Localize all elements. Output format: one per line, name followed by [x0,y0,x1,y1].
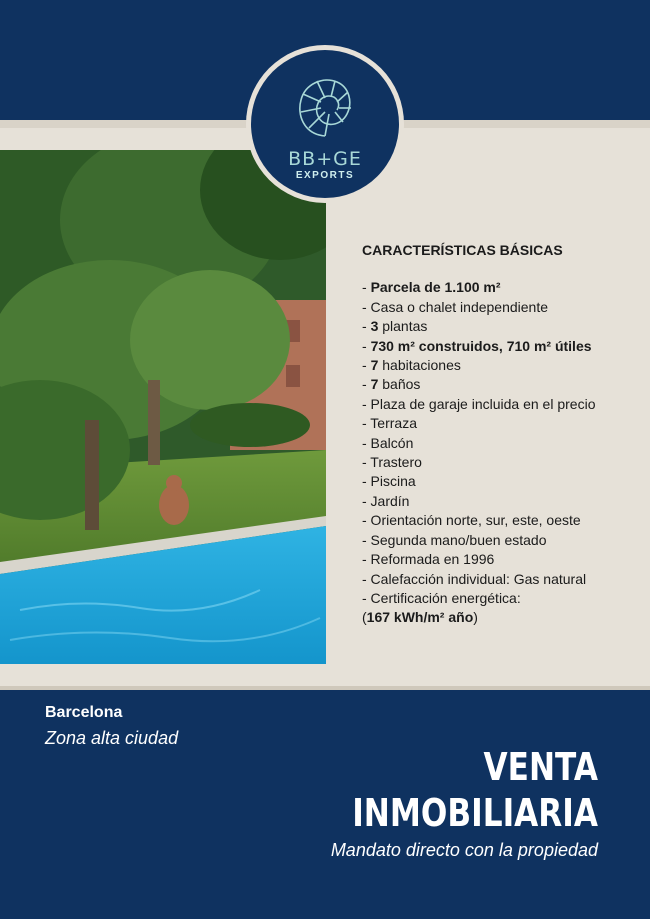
feature-item-pre: - [362,376,371,393]
feature-item [362,453,642,472]
feature-item-pre: ( [362,609,367,626]
feature-item-post: baños [378,376,421,393]
location-zone: Zona alta ciudad [45,728,179,748]
panel-bottom-divider [0,686,650,690]
feature-item-post: habitaciones [378,357,461,374]
feature-item-bold: 3 [370,318,379,335]
headline-line-1: VENTA [483,745,598,789]
feature-item-pre: - [362,318,371,335]
feature-item-bold: Parcela de 1.100 m² [370,279,501,296]
feature-item-pre: - Calefacción individual: Gas natural [362,570,587,587]
feature-item-bold: 7 [370,376,379,393]
feature-item-pre: - Piscina [362,473,416,490]
feature-item [362,531,642,550]
feature-item [362,375,642,394]
feature-item-bold: 730 m² construidos, 710 m² útiles [370,337,592,354]
feature-item-pre: - Orientación norte, sur, este, oeste [362,512,581,529]
feature-item-pre: - Terraza [362,415,417,432]
feature-item [362,608,642,627]
property-photo [0,150,326,664]
feature-item [362,317,642,336]
logo-subtitle: EXPORTS [295,170,355,181]
feature-item-post: plantas [378,318,428,335]
feature-item [362,434,642,453]
features-section [362,241,642,628]
location-city: Barcelona [45,704,123,721]
feature-item-pre: - Segunda mano/buen estado [362,531,547,548]
feature-item [362,337,642,356]
feature-item-pre: - [362,357,371,374]
feature-item-pre: - [362,279,371,296]
feature-item [362,570,642,589]
garden-pool-photo [0,150,326,664]
feature-item-pre: - Certificación energética: [362,589,521,606]
feature-item [362,589,642,608]
feature-item [362,511,642,530]
feature-item-pre: - [362,337,371,354]
feature-item-bold: 7 [370,357,379,374]
feature-item [362,492,642,511]
feature-item-bold: 167 kWh/m² año [366,609,474,626]
logo-name: BB+GE [288,148,362,170]
feature-item [362,414,642,433]
headline-line-2: INMOBILIARIA [352,791,598,835]
features-heading: CARACTERÍSTICAS BÁSICAS [362,242,563,258]
feature-item [362,278,642,297]
nautilus-shell-icon [295,74,355,140]
headline [270,744,598,836]
feature-item [362,472,642,491]
feature-item [362,550,642,569]
headline-tagline: Mandato directo con la propiedad [330,840,598,860]
feature-item [362,298,642,317]
logo [251,50,399,198]
feature-item [362,395,642,414]
feature-item-pre: - Jardín [362,492,410,509]
feature-item-pre: - Plaza de garaje incluida en el precio [362,395,596,412]
feature-item-pre: - Trastero [362,454,422,471]
feature-item-pre: - Reformada en 1996 [362,551,495,568]
feature-item-pre: - Casa o chalet independiente [362,298,549,315]
feature-item-pre: - Balcón [362,434,414,451]
logo-badge [246,45,404,203]
features-list [362,278,642,627]
feature-item-post: ) [473,609,478,626]
feature-item [362,356,642,375]
